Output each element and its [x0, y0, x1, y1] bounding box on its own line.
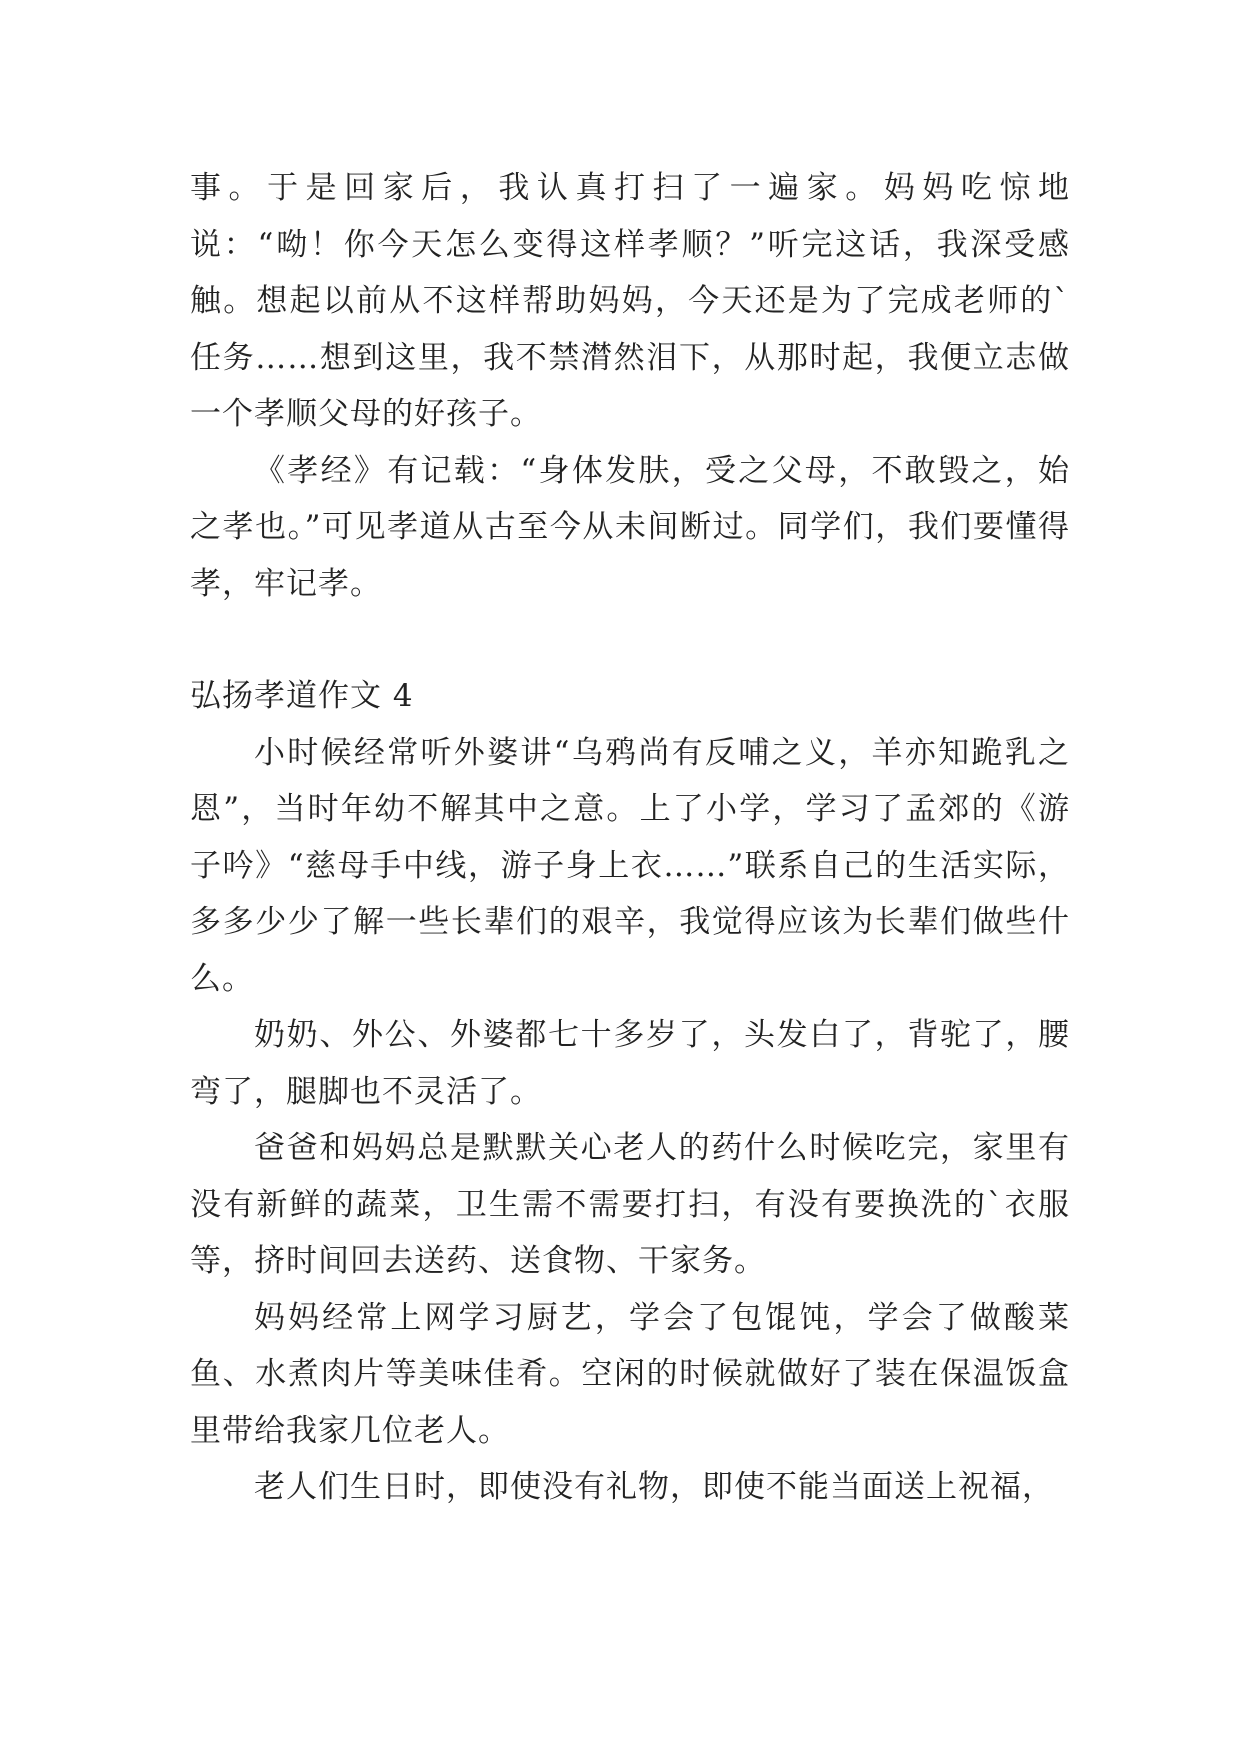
document-body — [190, 160, 1070, 1516]
paragraph-mother-cooking: 妈妈经常上网学习厨艺，学会了包馄饨，学会了做酸菜鱼、水煮肉片等美味佳肴。空闲的时候就做好了装在保温饭盒里带给我家几位老人。 — [190, 1299, 1070, 1449]
section-title: 弘扬孝道作文 4 — [190, 678, 414, 714]
paragraph-grandparents: 奶奶、外公、外婆都七十多岁了，头发白了，背驼了，腰弯了，腿脚也不灵活了。 — [190, 1017, 1070, 1110]
paragraph-continued: 事。于是回家后，我认真打扫了一遍家。妈妈吃惊地说：“呦！你今天怎么变得这样孝顺？”听完这话，我深受感触。想起以前从不这样帮助妈妈，今天还是为了完成老师的`任务……想到这里，我不禁潸然泪下，从那时起，我便立志做一个孝顺父母的好孩子。 — [190, 170, 1070, 432]
paragraph-parents-care: 爸爸和妈妈总是默默关心老人的药什么时候吃完，家里有没有新鲜的蔬菜，卫生需不需要打扫，有没有要换洗的`衣服等，挤时间回去送药、送食物、干家务。 — [190, 1130, 1070, 1279]
paragraph-childhood: 小时候经常听外婆讲“乌鸦尚有反哺之义，羊亦知跪乳之恩”，当时年幼不解其中之意。上了小学，学习了孟郊的《游子吟》“慈母手中线，游子身上衣……”联系自己的生活实际，多多少少了解一些长辈们的艰辛，我觉得应该为长辈们做些什么。 — [190, 734, 1070, 997]
paragraph-birthdays: 老人们生日时，即使没有礼物，即使不能当面送上祝福， — [254, 1469, 1054, 1505]
paragraph-xiaojing-quote: 《孝经》有记载：“身体发肤，受之父母，不敢毁之，始之孝也。”可见孝道从古至今从未间断过。同学们，我们要懂得孝，牢记孝。 — [190, 452, 1070, 602]
